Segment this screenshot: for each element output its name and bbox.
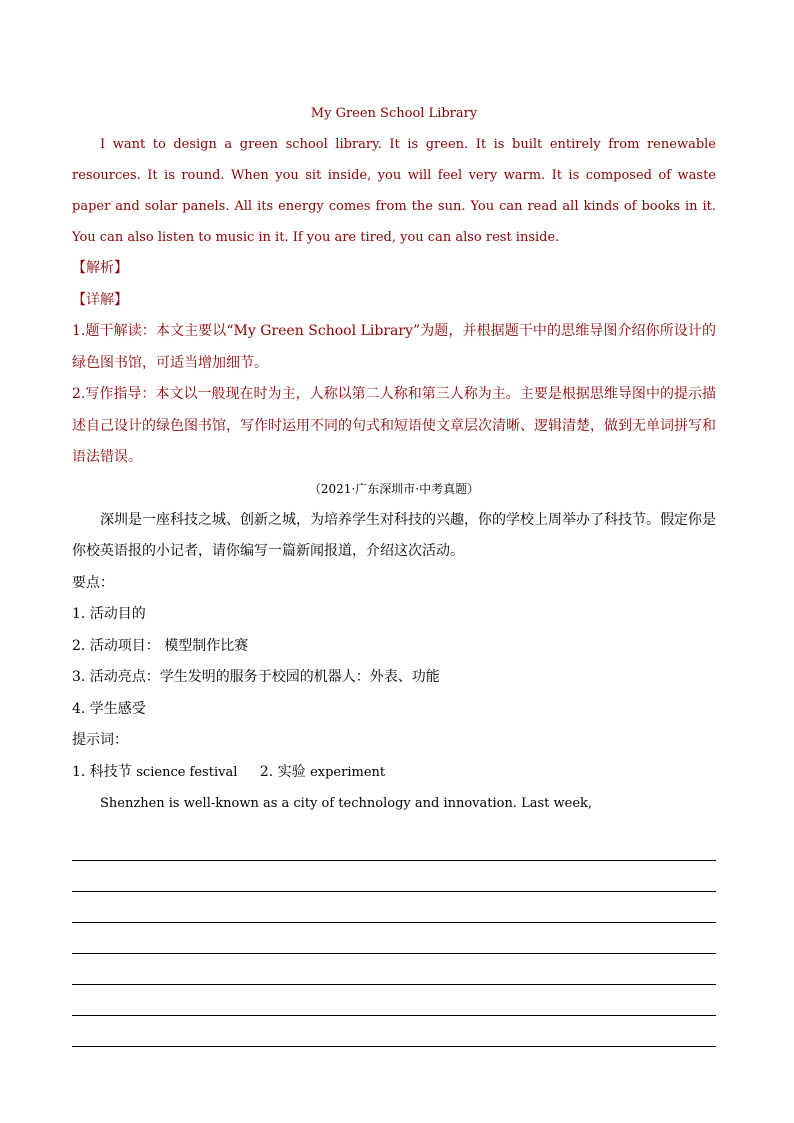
page-content [72, 98, 716, 1047]
analysis-point-2: 2.写作指导：本文以一般现在时为主，人称以第二人称和第三人称为主。主要是根据思维导图中的提示描述自己设计的绿色图书馆，写作时运用不同的句式和短语使文章层次清晰、逻辑清楚，做到无单词拼写和语法错误。 [72, 386, 716, 465]
essay-body: I want to design a green school library. It is green. It is built entirely from renewable resources. It is round. When you sit inside, you will feel very warm. It is composed of waste paper and solar panels. All its energy comes from the sun. You can read all kinds of books in it. You can also listen to music in it. If you are tired, you can also rest inside. [72, 137, 716, 245]
answer-line[interactable] [72, 892, 716, 923]
detail-heading: 【详解】 [72, 291, 128, 308]
point-item: 1. 活动目的 [72, 606, 146, 622]
analysis-point-1: 1.题干解读：本文主要以“My Green School Library”为题，并根据题干中的思维导图介绍你所设计的绿色图书馆，可适当增加细节。 [72, 323, 716, 371]
hint-2-en: experiment [310, 764, 386, 780]
hints-label: 提示词： [72, 732, 128, 748]
answer-line[interactable] [72, 830, 716, 861]
question-prompt: 深圳是一座科技之城、创新之城，为培养学生对科技的兴趣，你的学校上周举办了科技节。假定你是你校英语报的小记者，请你编写一篇新闻报道，介绍这次活动。 [72, 511, 716, 559]
answer-line[interactable] [72, 1016, 716, 1047]
analysis-heading: 【解析】 [72, 260, 128, 276]
question-source: （2021·广东深圳市·中考真题） [308, 481, 480, 496]
point-item: 2. 活动项目： 模型制作比赛 [72, 637, 249, 654]
hints-line [72, 757, 716, 789]
answer-line[interactable] [72, 923, 716, 954]
hint-2-cn: 2. 实验 [259, 763, 306, 780]
answer-lines [72, 830, 716, 1047]
points-label: 要点： [72, 574, 114, 591]
hint-1-cn: 1. 科技节 [72, 763, 132, 780]
answer-line[interactable] [72, 985, 716, 1016]
point-item: 4. 学生感受 [72, 700, 146, 717]
answer-line[interactable] [72, 861, 716, 892]
writing-starter: Shenzhen is well-known as a city of technology and innovation. Last week, [100, 796, 593, 811]
hint-1-en: science festival [136, 764, 238, 780]
answer-line[interactable] [72, 954, 716, 985]
essay-title: My Green School Library [310, 106, 478, 121]
point-item: 3. 活动亮点：学生发明的服务于校园的机器人：外表、功能 [72, 669, 440, 685]
